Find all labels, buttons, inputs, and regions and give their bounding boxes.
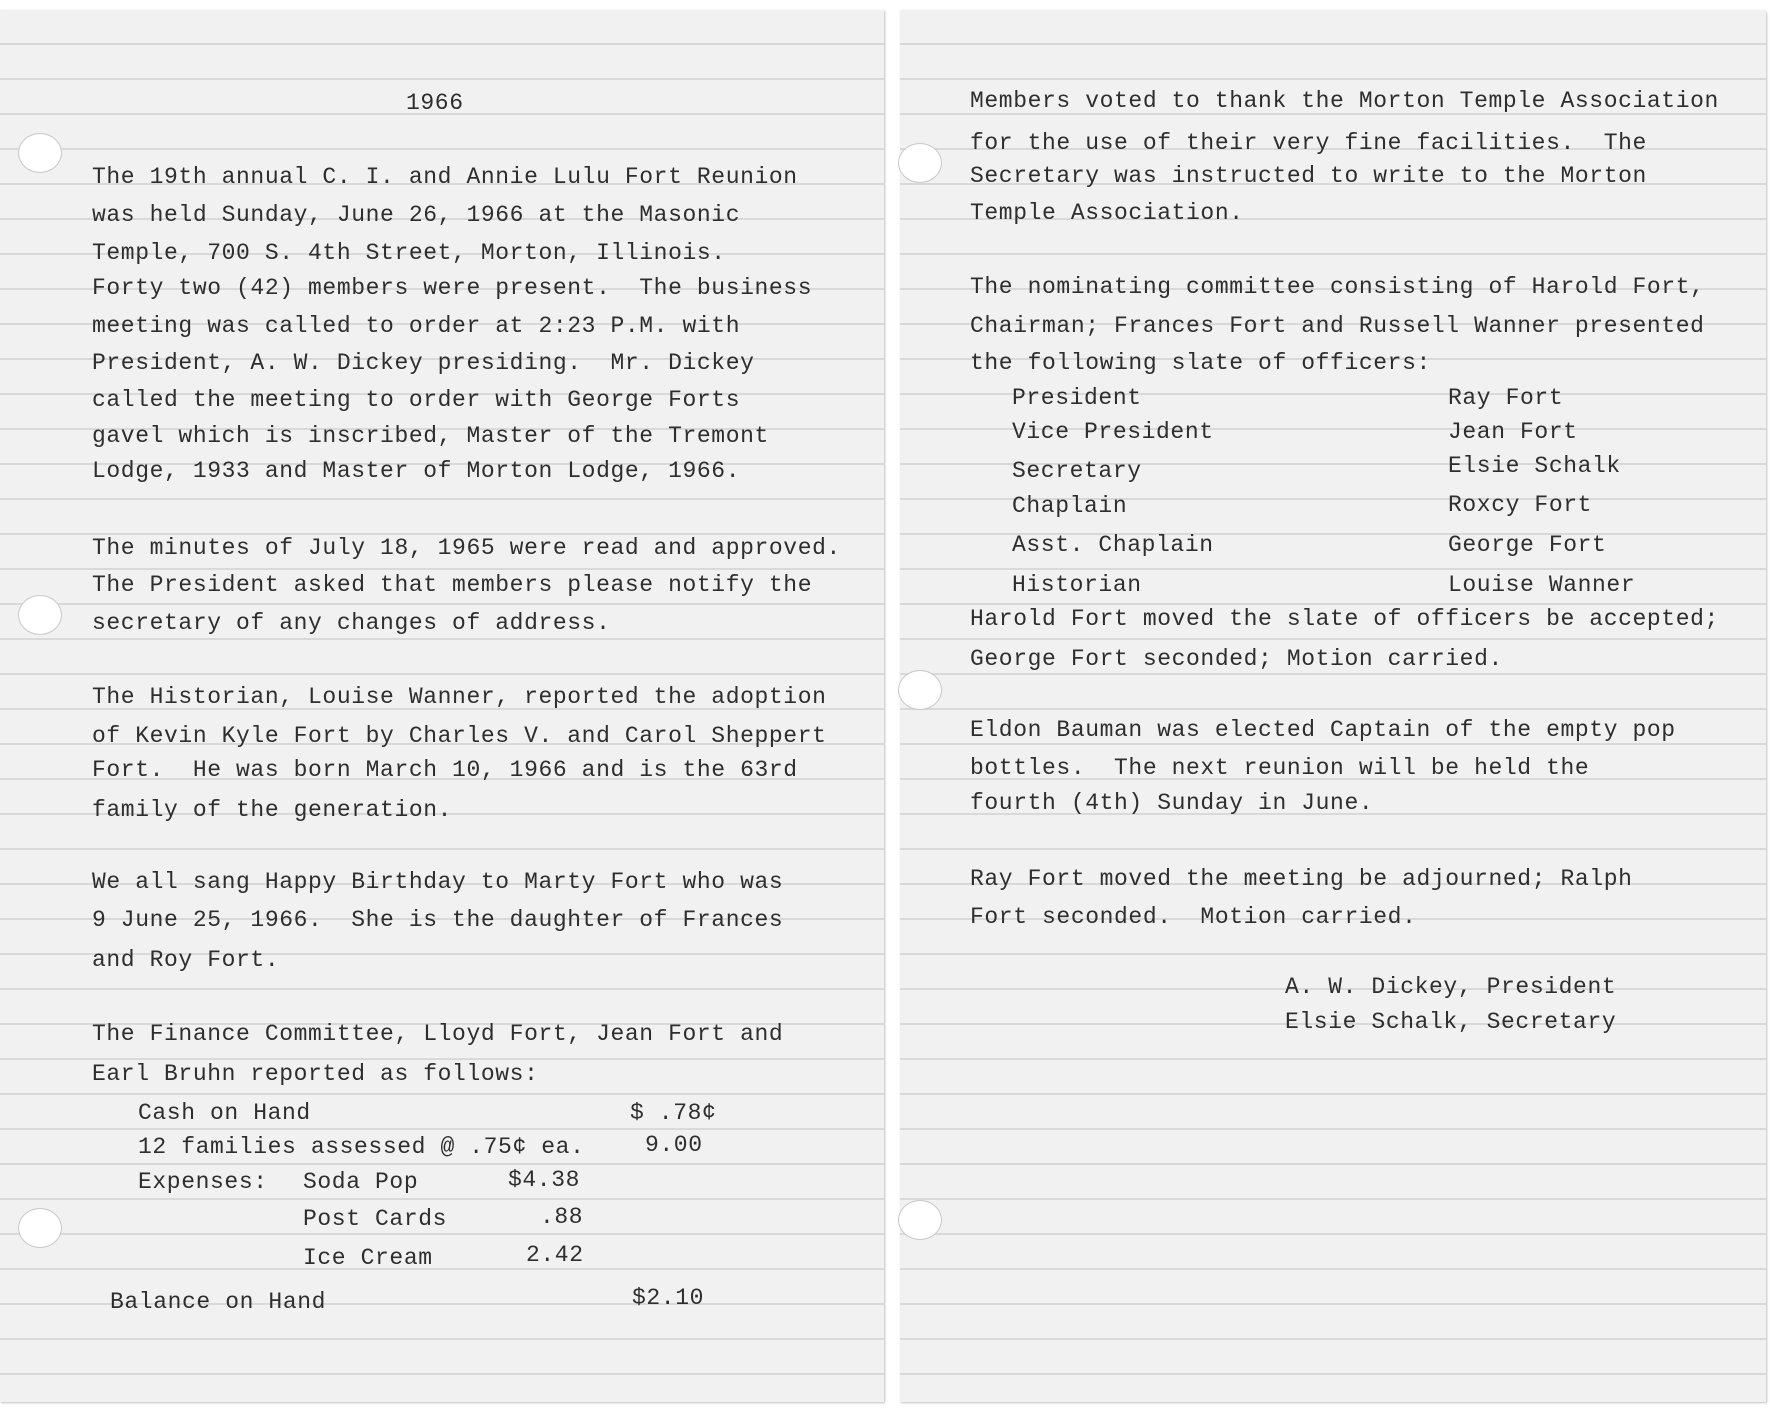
punch-hole <box>898 1200 942 1240</box>
paragraph-line: Secretary was instructed to write to the Morton <box>970 163 1647 189</box>
paragraph-line: meeting was called to order at 2:23 P.M. with <box>92 313 741 339</box>
paragraph-line: Ray Fort moved the meeting be adjourned; Ralph <box>970 866 1633 892</box>
paragraph-line: of Kevin Kyle Fort by Charles V. and Carol Sheppert <box>92 723 827 749</box>
officer-title: Secretary <box>1012 458 1142 484</box>
officer-name: Jean Fort <box>1448 419 1578 445</box>
finance-assessed-label: 12 families assessed @ .75¢ ea. <box>138 1134 585 1160</box>
paragraph-line: Temple Association. <box>970 200 1244 226</box>
finance-balance-label: Balance on Hand <box>110 1289 327 1315</box>
finance-expenses-label: Expenses: <box>138 1169 268 1195</box>
paragraph-line: 9 June 25, 1966. She is the daughter of Frances <box>92 907 784 933</box>
paragraph-line: Lodge, 1933 and Master of Morton Lodge, 1966. <box>92 458 741 484</box>
paragraph-line: Members voted to thank the Morton Temple Association <box>970 88 1719 114</box>
signature-secretary: Elsie Schalk, Secretary <box>1285 1009 1617 1035</box>
paragraph-line: The President asked that members please notify the <box>92 572 813 598</box>
paragraph-line: Fort seconded. Motion carried. <box>970 904 1417 930</box>
paragraph-line: President, A. W. Dickey presiding. Mr. Dickey <box>92 350 755 376</box>
expense-amount: 2.42 <box>526 1242 584 1268</box>
paragraph-line: Eldon Bauman was elected Captain of the empty pop <box>970 717 1676 743</box>
left-page <box>0 10 884 1402</box>
paragraph-line: Earl Bruhn reported as follows: <box>92 1061 539 1087</box>
paragraph-line: George Fort seconded; Motion carried. <box>970 646 1503 672</box>
paragraph-line: Harold Fort moved the slate of officers be accepted; <box>970 606 1719 632</box>
finance-cash-value: $ .78¢ <box>630 1100 717 1126</box>
paragraph-line: The nominating committee consisting of Harold Fort, <box>970 274 1705 300</box>
officer-title: Vice President <box>1012 419 1214 445</box>
officer-name: Roxcy Fort <box>1448 492 1593 518</box>
expense-amount: $4.38 <box>508 1167 581 1193</box>
finance-balance-value: $2.10 <box>632 1285 705 1311</box>
punch-hole <box>18 1208 62 1248</box>
paragraph-line: secretary of any changes of address. <box>92 610 611 636</box>
finance-cash-label: Cash on Hand <box>138 1100 311 1126</box>
finance-assessed-value: 9.00 <box>645 1132 703 1158</box>
paragraph-line: Forty two (42) members were present. The business <box>92 275 813 301</box>
punch-hole <box>18 133 62 173</box>
right-page <box>900 10 1766 1402</box>
paragraph-line: The 19th annual C. I. and Annie Lulu Fort Reunion <box>92 164 798 190</box>
punch-hole <box>898 670 942 710</box>
expense-amount: .88 <box>540 1204 584 1230</box>
paragraph-line: and Roy Fort. <box>92 947 280 973</box>
expense-item: Soda Pop <box>303 1169 419 1195</box>
signature-president: A. W. Dickey, President <box>1285 974 1617 1000</box>
officer-name: George Fort <box>1448 532 1607 558</box>
officer-title: Asst. Chaplain <box>1012 532 1214 558</box>
officer-name: Ray Fort <box>1448 385 1564 411</box>
officer-title: Historian <box>1012 572 1142 598</box>
paragraph-line: We all sang Happy Birthday to Marty Fort who was <box>92 869 784 895</box>
paragraph-line: Temple, 700 S. 4th Street, Morton, Illinois. <box>92 240 726 266</box>
expense-item: Ice Cream <box>303 1245 433 1271</box>
punch-hole <box>898 143 942 183</box>
paragraph-line: Chairman; Frances Fort and Russell Wanner presented <box>970 313 1705 339</box>
paragraph-line: bottles. The next reunion will be held the <box>970 755 1590 781</box>
officer-name: Louise Wanner <box>1448 572 1636 598</box>
paragraph-line: fourth (4th) Sunday in June. <box>970 790 1374 816</box>
paragraph-line: for the use of their very fine facilities. The <box>970 130 1647 156</box>
paragraph-line: The Historian, Louise Wanner, reported the adoption <box>92 684 827 710</box>
punch-hole <box>18 595 62 635</box>
paragraph-line: The minutes of July 18, 1965 were read and approved. <box>92 535 841 561</box>
paragraph-line: The Finance Committee, Lloyd Fort, Jean Fort and <box>92 1021 784 1047</box>
paragraph-line: the following slate of officers: <box>970 350 1431 376</box>
officer-name: Elsie Schalk <box>1448 453 1621 479</box>
paragraph-line: family of the generation. <box>92 797 453 823</box>
paragraph-line: called the meeting to order with George Forts <box>92 387 741 413</box>
officer-title: President <box>1012 385 1142 411</box>
expense-item: Post Cards <box>303 1206 448 1232</box>
paragraph-line: gavel which is inscribed, Master of the Tremont <box>92 423 769 449</box>
page-year: 1966 <box>406 90 464 116</box>
paragraph-line: Fort. He was born March 10, 1966 and is the 63rd <box>92 757 798 783</box>
officer-title: Chaplain <box>1012 493 1128 519</box>
paragraph-line: was held Sunday, June 26, 1966 at the Masonic <box>92 202 741 228</box>
